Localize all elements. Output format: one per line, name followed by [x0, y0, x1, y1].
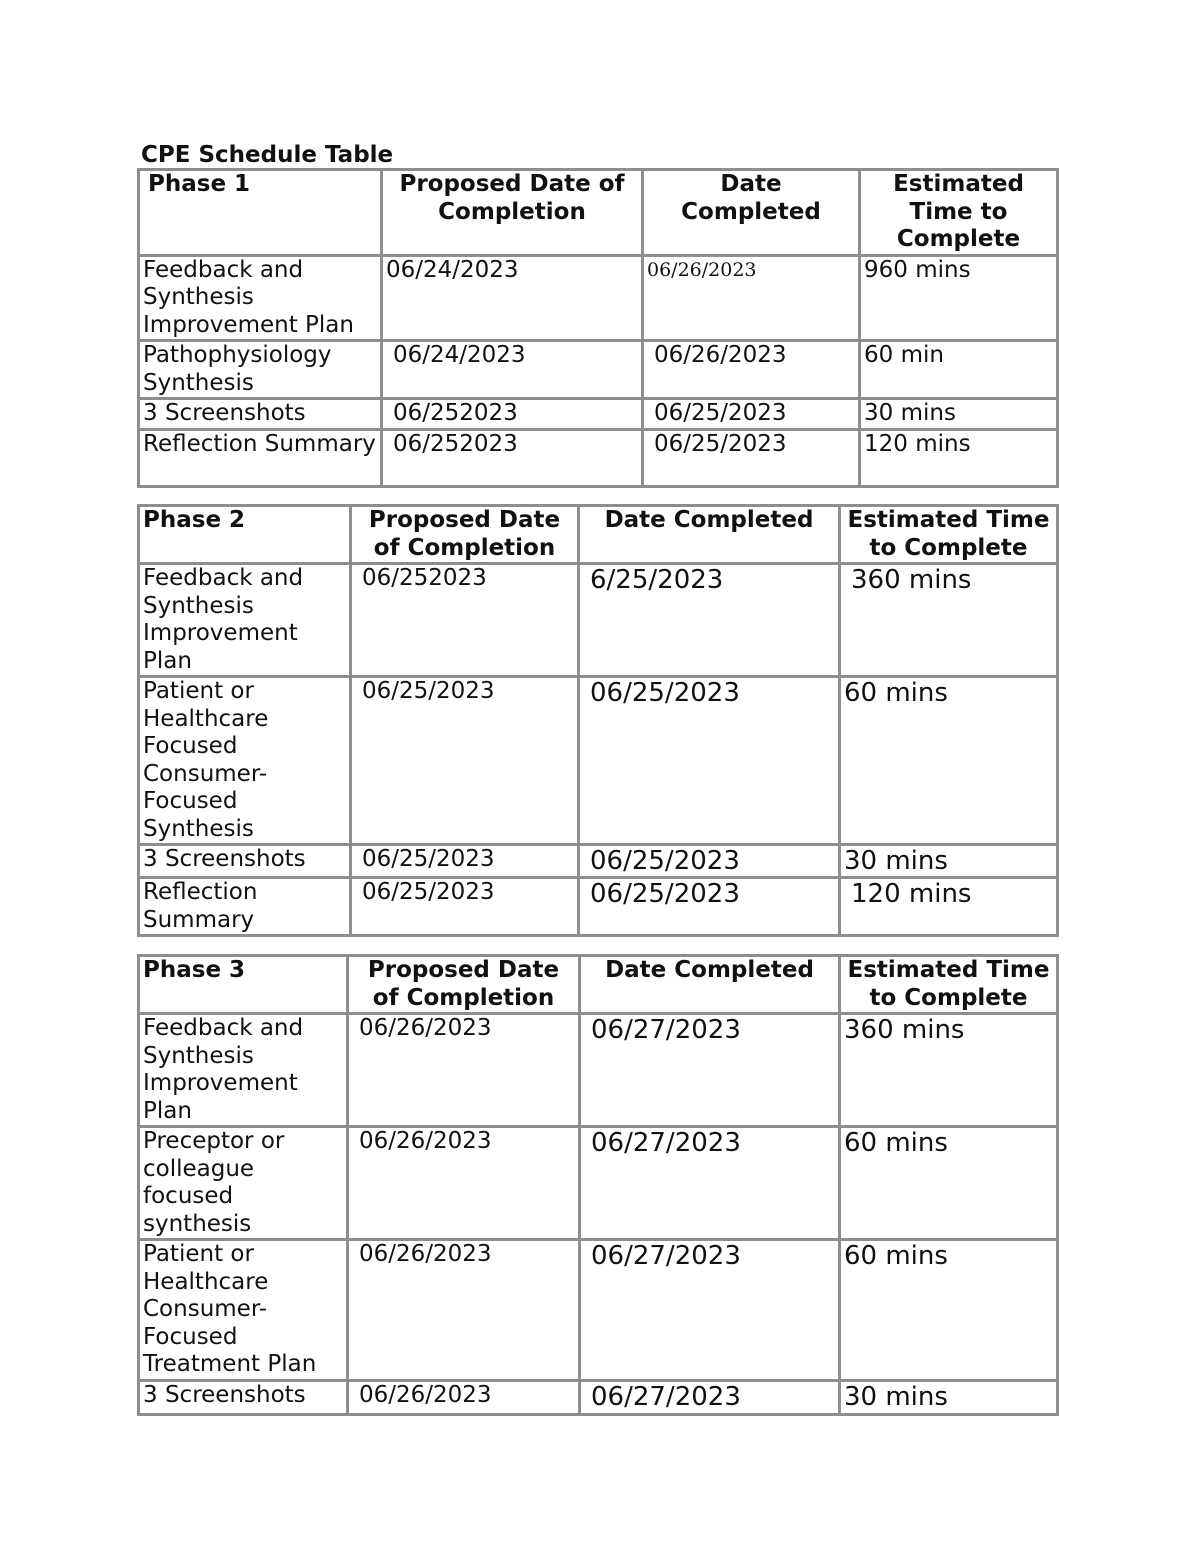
date-completed-header: Date Completed: [580, 956, 840, 1014]
phase-2-table: [137, 504, 1059, 937]
proposed-date-cell: 06/24/2023: [382, 341, 643, 399]
proposed-date-header: Proposed Date of Completion: [348, 956, 580, 1014]
task-cell: Preceptor or colleague focused synthesis: [139, 1127, 348, 1240]
date-completed-header: Date Completed: [643, 170, 860, 256]
estimated-time-cell: 60 mins: [840, 1127, 1058, 1240]
table-header-row: [139, 956, 1058, 1014]
proposed-date-header: Proposed Date of Completion: [382, 170, 643, 256]
phase-header: Phase 2: [139, 506, 351, 564]
proposed-date-cell: 06/252023: [351, 564, 579, 677]
table-row: [139, 1014, 1058, 1127]
estimated-time-header: Estimated Time to Complete: [860, 170, 1058, 256]
estimated-time-cell: 960 mins: [860, 255, 1058, 341]
estimated-time-cell: 60 mins: [840, 1240, 1058, 1381]
table-row: [139, 1127, 1058, 1240]
table-row: [139, 1380, 1058, 1414]
date-completed-cell: 06/25/2023: [643, 429, 860, 486]
date-completed-cell: 06/25/2023: [579, 878, 840, 936]
estimated-time-cell: 60 min: [860, 341, 1058, 399]
date-completed-cell: 06/25/2023: [643, 399, 860, 430]
phase-header: Phase 3: [139, 956, 348, 1014]
date-completed-cell: 06/27/2023: [580, 1240, 840, 1381]
proposed-date-cell: 06/24/2023: [382, 255, 643, 341]
proposed-date-cell: 06/26/2023: [348, 1380, 580, 1414]
table-row: [139, 677, 1058, 845]
proposed-date-cell: 06/252023: [382, 399, 643, 430]
date-completed-cell: 06/27/2023: [580, 1127, 840, 1240]
table-row: [139, 341, 1058, 399]
proposed-date-cell: 06/252023: [382, 429, 643, 486]
task-cell: Feedback and Synthesis Improvement Plan: [139, 1014, 348, 1127]
date-completed-cell: 06/25/2023: [579, 677, 840, 845]
table-row: [139, 399, 1058, 430]
table-row: [139, 878, 1058, 936]
date-completed-cell: 06/27/2023: [580, 1014, 840, 1127]
proposed-date-cell: 06/25/2023: [351, 878, 579, 936]
estimated-time-cell: 360 mins: [840, 564, 1058, 677]
phase-1-table: [137, 168, 1059, 488]
task-cell: 3 Screenshots: [139, 845, 351, 878]
table-row: [139, 564, 1058, 677]
estimated-time-header: Estimated Time to Complete: [840, 956, 1058, 1014]
table-row: [139, 429, 1058, 486]
proposed-date-cell: 06/26/2023: [348, 1014, 580, 1127]
date-completed-cell: 06/25/2023: [579, 845, 840, 878]
estimated-time-cell: 120 mins: [860, 429, 1058, 486]
table-header-row: [139, 170, 1058, 256]
task-cell: Reflection Summary: [139, 878, 351, 936]
proposed-date-cell: 06/26/2023: [348, 1240, 580, 1381]
table-row: [139, 845, 1058, 878]
date-completed-cell: 06/26/2023: [643, 341, 860, 399]
estimated-time-cell: 360 mins: [840, 1014, 1058, 1127]
page-title: CPE Schedule Table: [141, 142, 394, 168]
task-cell: Feedback and Synthesis Improvement Plan: [139, 564, 351, 677]
estimated-time-header: Estimated Time to Complete: [840, 506, 1058, 564]
task-cell: Pathophysiology Synthesis: [139, 341, 382, 399]
table-row: [139, 255, 1058, 341]
date-completed-header: Date Completed: [579, 506, 840, 564]
phase-3-table: [137, 954, 1059, 1416]
estimated-time-cell: 30 mins: [840, 1380, 1058, 1414]
estimated-time-cell: 120 mins: [840, 878, 1058, 936]
table-row: [139, 1240, 1058, 1381]
date-completed-cell: 6/25/2023: [579, 564, 840, 677]
task-cell: Reflection Summary: [139, 429, 382, 486]
proposed-date-cell: 06/26/2023: [348, 1127, 580, 1240]
proposed-date-cell: 06/25/2023: [351, 677, 579, 845]
task-cell: Patient or Healthcare Focused Consumer-Focused Synthesis: [139, 677, 351, 845]
proposed-date-cell: 06/25/2023: [351, 845, 579, 878]
date-completed-cell: 06/27/2023: [580, 1380, 840, 1414]
phase-header: Phase 1: [139, 170, 382, 256]
estimated-time-cell: 30 mins: [840, 845, 1058, 878]
date-completed-cell: 06/26/2023: [643, 255, 860, 341]
task-cell: 3 Screenshots: [139, 1380, 348, 1414]
task-cell: 3 Screenshots: [139, 399, 382, 430]
task-cell: Feedback and Synthesis Improvement Plan: [139, 255, 382, 341]
estimated-time-cell: 30 mins: [860, 399, 1058, 430]
estimated-time-cell: 60 mins: [840, 677, 1058, 845]
proposed-date-header: Proposed Date of Completion: [351, 506, 579, 564]
task-cell: Patient or Healthcare Consumer-Focused Treatment Plan: [139, 1240, 348, 1381]
table-header-row: [139, 506, 1058, 564]
